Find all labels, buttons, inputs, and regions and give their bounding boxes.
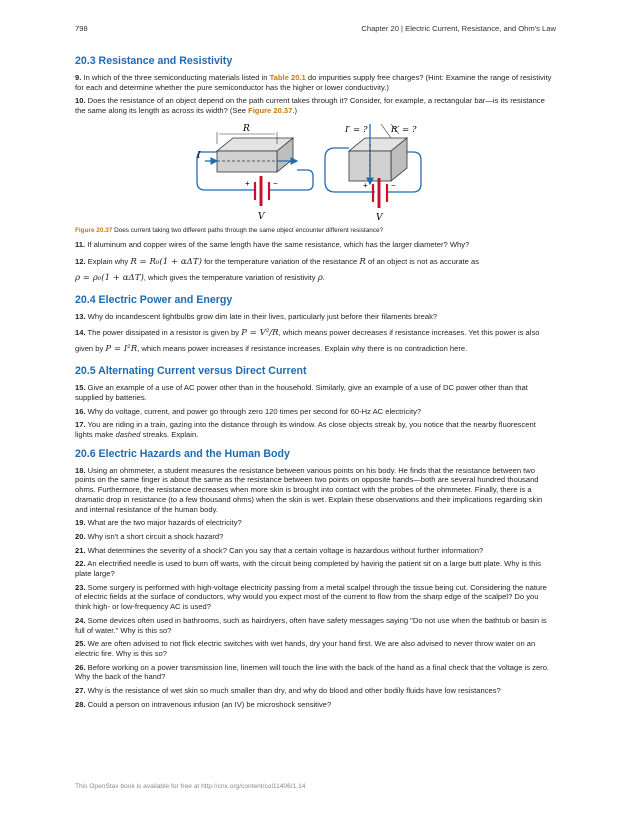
label-v: V (258, 211, 265, 222)
section-heading-20-3: 20.3 Resistance and Resistivity (75, 55, 233, 67)
label-r-prime: R′ = ? (391, 124, 417, 135)
resistor-diagram (195, 120, 425, 224)
question-number: 24. (75, 615, 86, 625)
question-number: 28. (75, 699, 86, 709)
question-text: Some devices often used in bathrooms, such as hairdryers, often have safety messages saying "Do not use when the bathtub or basin is full of water." Why is this so? (75, 615, 547, 635)
section-20-4 (75, 294, 555, 358)
question-text: In which of the three semiconducting materials listed in (81, 73, 270, 82)
main-content (75, 55, 555, 714)
question-number: 13. (75, 311, 86, 321)
label-r: R (243, 123, 250, 134)
question-20 (75, 532, 555, 542)
question-23 (75, 583, 555, 612)
question-number: 27. (75, 686, 86, 696)
question-27 (75, 686, 555, 696)
question-19 (75, 518, 555, 528)
emphasis: dashed (115, 430, 141, 440)
label-i-prime: I′ = ? (345, 124, 368, 135)
question-text: Why isn't a short circuit a shock hazard? (85, 531, 224, 541)
label-plus: + (245, 178, 250, 188)
question-text: You are riding in a train, gazing into the distance through its window. As close objects streak by, you notice that the nearby fluorescent lights make (75, 420, 536, 440)
math-expression: R (359, 256, 366, 267)
question-text: , which means power decreases if resistance increases. Yet this power is also given by (75, 328, 540, 354)
question-number: 21. (75, 545, 86, 555)
label-plus: + (363, 180, 368, 190)
question-number: 20. (75, 531, 86, 541)
question-text: , which gives the temperature variation of resistivity (143, 272, 318, 282)
question-22 (75, 559, 555, 578)
question-text: .) (292, 106, 298, 116)
question-number: 16. (75, 406, 86, 416)
question-number: 9. (75, 73, 82, 82)
section-heading-20-5: 20.5 Alternating Current versus Direct Current (75, 365, 307, 378)
question-11 (75, 240, 555, 250)
question-text: Why is the resistance of wet skin so much smaller than dry, and why do blood and other bodily fluids have low resistances? (85, 686, 501, 696)
math-expression: ρ = ρ₀(1 + αΔT) (75, 272, 144, 283)
question-text: The power dissipated in a resistor is given by (85, 328, 242, 338)
question-text: Before working on a power transmission line, linemen will touch the line with the back of the hand as a final check that the voltage is zero. Why the back of the hand? (75, 662, 550, 682)
question-text: Explain why (85, 256, 131, 266)
question-text: If aluminum and copper wires of the same length have the same resistance, which has the larger diameter? Why? (85, 239, 470, 249)
question-17 (75, 420, 555, 439)
question-text: Give an example of a use of AC power other than in the household. Similarly, give an example of a use of DC power other than that supplied by batteries. (75, 383, 528, 402)
figure-caption-ref: Figure 20.37 (75, 226, 113, 234)
question-text: Does the resistance of an object depend on the path current takes through it? Consider, for example, a rectangular bar—is its resistance the same along its length as across its width? (See (75, 96, 545, 116)
question-26 (75, 663, 555, 682)
section-20-5 (75, 365, 555, 440)
question-number: 12. (75, 256, 86, 266)
question-text: We are often advised to not flick electric switches with wet hands, dry your hand first. We are also advised to never throw water on an electric fire. Why is this so? (75, 639, 536, 658)
question-14 (75, 325, 555, 357)
label-v: V (376, 212, 383, 223)
page-footer[interactable]: This OpenStax book is available for free at http://cnx.org/content/col11406/1.14 (75, 783, 306, 790)
figure-link[interactable]: Figure 20.37 (248, 106, 293, 116)
question-number: 15. (75, 383, 86, 393)
math-expression: R = R₀(1 + αΔT) (130, 256, 202, 267)
question-text: of an object is not as accurate as (365, 256, 480, 266)
left-battery (255, 176, 269, 206)
question-number: 26. (75, 662, 86, 672)
question-text: Could a person on intravenous infusion (an IV) be microshock sensitive? (85, 699, 332, 709)
chapter-title: Chapter 20 | Electric Current, Resistance, and Ohm's Law (361, 24, 556, 33)
question-text: . (322, 272, 325, 282)
right-battery (373, 178, 387, 208)
question-16 (75, 407, 555, 417)
question-text: , which means power increases if resistance increases. Explain why there is no contradiction here. (137, 344, 468, 354)
question-number: 17. (75, 420, 86, 430)
page-number: 798 (75, 24, 88, 33)
question-10 (75, 96, 555, 115)
question-text: An electrified needle is used to burn off warts, with the circuit being completed by having the patient sit on a large butt plate. Why is this plate large? (75, 559, 541, 579)
left-resistor-block (205, 138, 297, 172)
math-expression: P = V²/R (241, 328, 279, 339)
question-text: What are the two major hazards of electricity? (85, 518, 242, 528)
question-number: 11. (75, 239, 86, 249)
section-heading-20-6: 20.6 Electric Hazards and the Human Body (75, 447, 290, 460)
section-20-6 (75, 448, 555, 710)
question-text: do impurities supply free charges? (Hint: Examine the range of resistivity for each and determine whether the pure semiconductor has the higher or lower conductivity.) (75, 73, 552, 92)
question-13 (75, 312, 555, 322)
question-text: Why do incandescent lightbulbs grow dim late in their lives, particularly just before their filaments break? (85, 311, 438, 321)
question-text: Why do voltage, current, and power go through zero 120 times per second for 60-Hz AC electricity? (85, 406, 422, 416)
figure-20-37 (75, 120, 555, 224)
question-text: Using an ohmmeter, a student measures the resistance between various points on his body. He finds that the resistance between two points on the same finger is about the same as the resistance between two points on opposite hands—both are several hundred thousand ohms. Furthermore, the resistance decreases when more skin is brought into contact with the probes of the ohmmeter. Finally, there is a dramatic drop in resistance (to a few thousand ohms) when the skin is wet. Explain these observations and their implications regarding skin and internal resistance of the human body. (75, 465, 543, 514)
question-15 (75, 383, 555, 402)
figure-caption (75, 227, 555, 235)
label-minus: − (273, 178, 278, 188)
question-number: 14. (75, 328, 86, 338)
math-expression: P = I²R (105, 344, 138, 355)
question-18 (75, 466, 555, 515)
question-21 (75, 546, 555, 556)
math-expression: ρ (317, 272, 323, 283)
label-i: I (197, 150, 201, 161)
label-minus: − (391, 180, 396, 190)
question-24 (75, 616, 555, 635)
question-number: 23. (75, 582, 86, 592)
question-number: 10. (75, 96, 86, 106)
question-9 (75, 73, 555, 92)
question-text: for the temperature variation of the resistance (201, 256, 360, 266)
question-12 (75, 254, 555, 286)
question-text: streaks. Explain. (140, 430, 199, 440)
table-link[interactable]: Table 20.1 (269, 73, 306, 82)
question-text: What determines the severity of a shock? Can you say that a certain voltage is hazardous without further information? (85, 545, 484, 555)
question-number: 18. (75, 465, 86, 475)
question-25 (75, 639, 555, 658)
section-heading-20-4: 20.4 Electric Power and Energy (75, 293, 233, 306)
figure-caption-text: Does current taking two different paths through the same object encounter different resistance? (112, 226, 384, 234)
question-number: 22. (75, 559, 86, 569)
question-28 (75, 700, 555, 710)
question-number: 19. (75, 518, 86, 528)
question-text: Some surgery is performed with high-voltage electricity passing from a metal scalpel through the tissue being cut. Considering the nature of electric fields at the surface of conductors, why would you expect most of the current to flow from the sharp edge of the scalpel? Do you think high- or low-frequency AC is used? (75, 582, 547, 612)
question-number: 25. (75, 639, 86, 649)
